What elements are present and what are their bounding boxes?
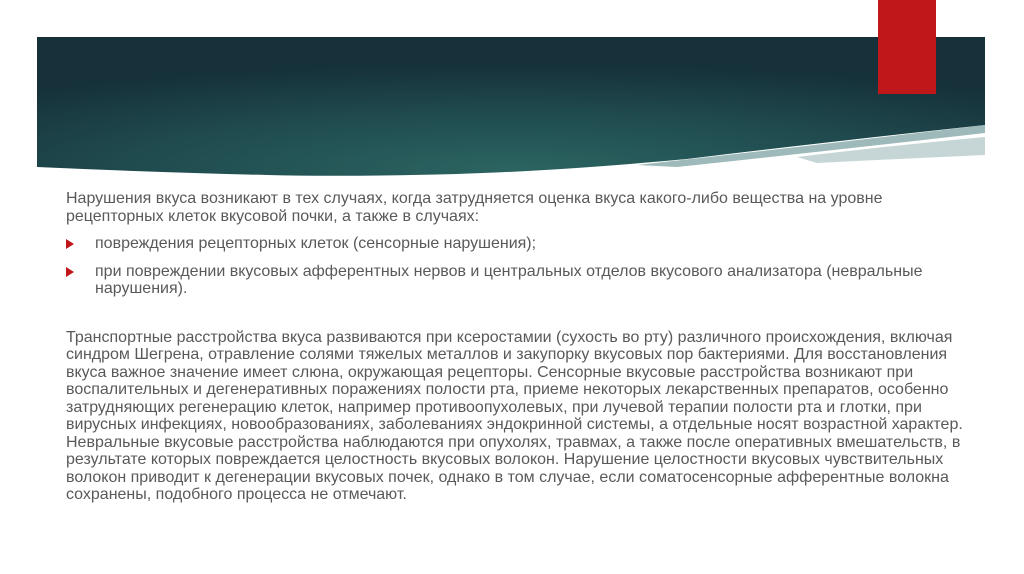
main-paragraph: Транспортные расстройства вкуса развиваются при ксеростамии (сухость во рту) различного происхождения, включая синдром Шегрена, отравление солями тяжелых металлов и закупорку вкусовых пор бактериями. Для восстановления вкуса важное значение имеет слюна, окружающая рецепторы. Сенсорные вкусовые расстройства возникают при воспалительных и дегенеративных поражениях полости рта, приеме некоторых лекарственных препаратов, особенно затрудняющих регенерацию клеток, например противоопухолевых, при лучевой терапии полости рта и глотки, при вирусных инфекциях, новообразованиях, заболеваниях эндокринной системы, а отдельные носят возрастной характер. Невральные вкусовые расстройства наблюдаются при опухолях, травмах, а также после оперативных вмешательств, в результате которых повреждается целостность вкусовых волокон. Нарушение целостности вкусовых чувствительных волокон приводит к дегенерации вкусовых почек, однако в том случае, если соматосенсорные афферентные волокна сохранены, подобного процесса не отмечают. (66, 328, 963, 503)
bullet-list (66, 235, 966, 298)
bullet-text: повреждения рецепторных клеток (сенсорные нарушения); (95, 235, 537, 252)
list-item (66, 263, 966, 298)
body-text (66, 190, 966, 504)
red-accent-tab (878, 0, 936, 94)
arrow-bullet-icon (66, 239, 74, 249)
arrow-bullet-icon (66, 267, 74, 277)
bullet-text: при повреждении вкусовых афферентных нервов и центральных отделов вкусового анализатора (невральные нарушения). (95, 262, 923, 297)
title-banner (37, 37, 985, 177)
list-item (66, 235, 966, 253)
intro-paragraph: Нарушения вкуса возникают в тех случаях, когда затрудняется оценка вкуса какого-либо вещества на уровне рецепторных клеток вкусовой почки, а также в случаях: (66, 190, 883, 225)
